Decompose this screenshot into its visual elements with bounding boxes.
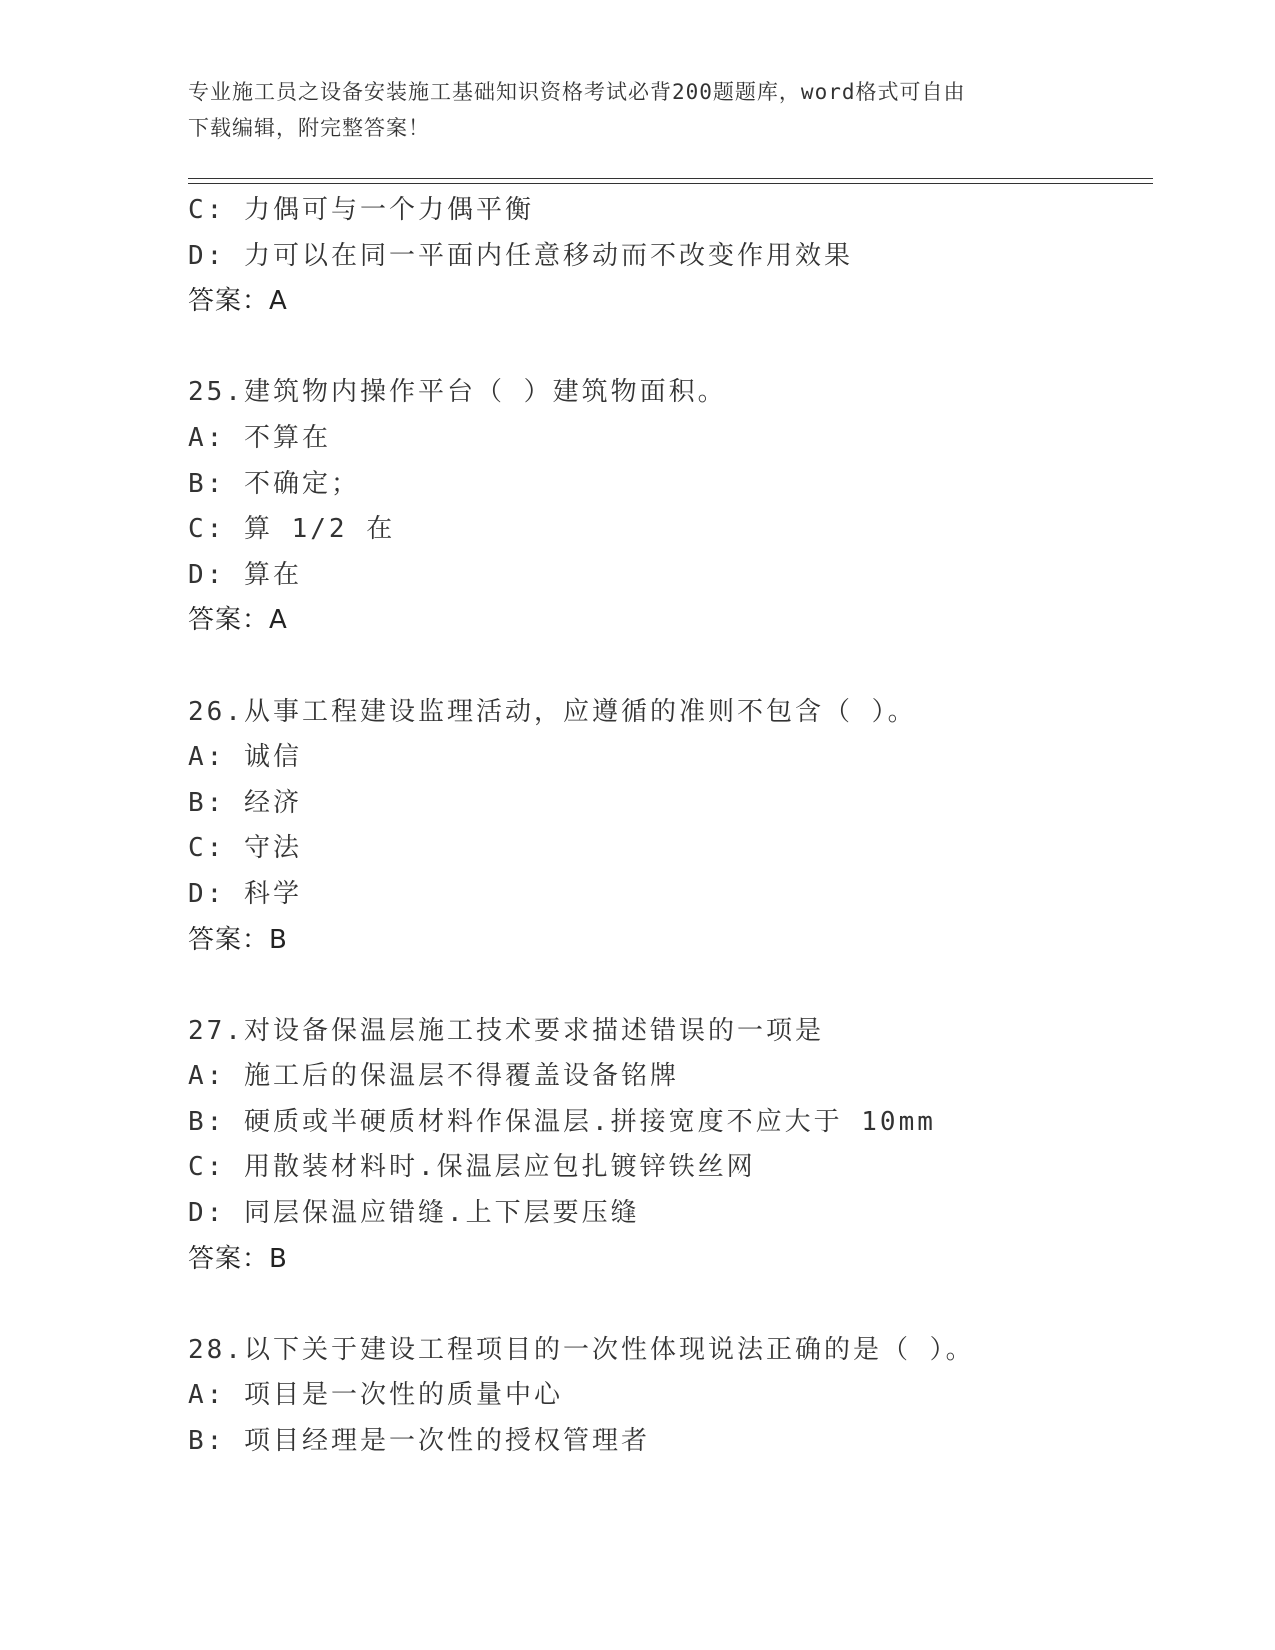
spacer	[188, 644, 1148, 690]
spacer	[188, 963, 1148, 1009]
option-d: D: 力可以在同一平面内任意移动而不改变作用效果	[188, 240, 853, 271]
spacer	[188, 325, 1148, 371]
option-c: C: 守法	[188, 833, 302, 864]
option-d: D: 算在	[188, 559, 302, 590]
header-divider-bottom	[188, 183, 1153, 184]
option-b: B: 经济	[188, 787, 302, 818]
answer: 答案：B	[188, 924, 288, 955]
document-header	[188, 74, 1088, 146]
header-line-1: 专业施工员之设备安装施工基础知识资格考试必背200题题库，word格式可自由	[188, 80, 966, 104]
option-a: A: 项目是一次性的质量中心	[188, 1380, 563, 1411]
option-a: A: 施工后的保温层不得覆盖设备铭牌	[188, 1061, 679, 1092]
option-b: B: 项目经理是一次性的授权管理者	[188, 1426, 650, 1457]
option-a: A: 诚信	[188, 742, 302, 773]
option-c: C: 算 1/2 在	[188, 514, 396, 545]
option-d: D: 同层保温应错缝.上下层要压缝	[188, 1198, 640, 1229]
answer: 答案：B	[188, 1243, 288, 1274]
question-stem: 25.建筑物内操作平台（ ）建筑物面积。	[188, 377, 727, 408]
answer: 答案：A	[188, 605, 288, 636]
option-b: B: 硬质或半硬质材料作保温层.拼接宽度不应大于 10mm	[188, 1106, 936, 1137]
question-list	[188, 188, 1148, 1465]
question-stem: 26.从事工程建设监理活动，应遵循的准则不包含（ ）。	[188, 696, 917, 727]
question-stem: 28.以下关于建设工程项目的一次性体现说法正确的是（ ）。	[188, 1334, 975, 1365]
header-divider-top	[188, 178, 1153, 179]
option-a: A: 不算在	[188, 422, 331, 453]
spacer	[188, 1282, 1148, 1328]
option-b: B: 不确定；	[188, 468, 360, 499]
option-c: C: 用散装材料时.保温层应包扎镀锌铁丝网	[188, 1152, 756, 1183]
answer: 答案：A	[188, 286, 288, 317]
option-c: C: 力偶可与一个力偶平衡	[188, 195, 534, 225]
header-line-2: 下载编辑，附完整答案！	[188, 116, 430, 140]
question-stem: 27.对设备保温层施工技术要求描述错误的一项是	[188, 1015, 824, 1046]
option-d: D: 科学	[188, 878, 302, 909]
